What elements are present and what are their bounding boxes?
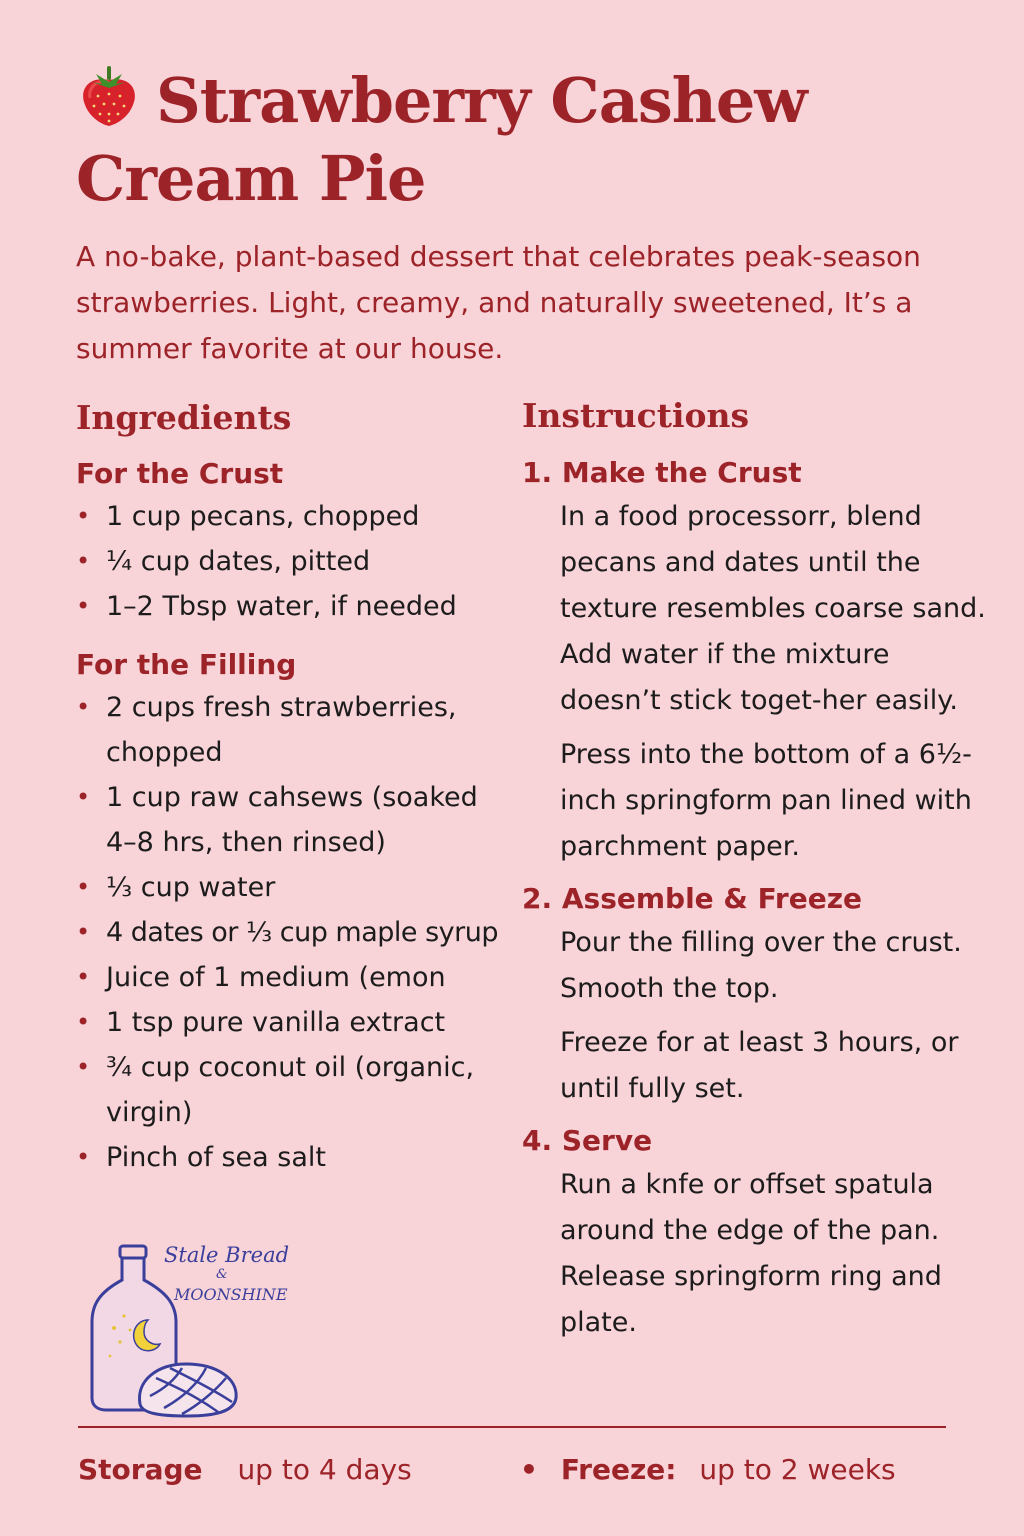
crust-list [76, 494, 516, 629]
list-item: • 2 cups fresh strawberries, chopped [76, 685, 516, 775]
instruction-step [522, 452, 992, 870]
title-line-2: Cream Pie [76, 142, 426, 215]
logo-amp: & [216, 1267, 228, 1282]
storage-value: up to 4 days [237, 1453, 412, 1486]
list-item: • 4 dates or ⅓ cup maple syrup [76, 910, 516, 955]
filling-heading: For the Filling [76, 648, 297, 681]
crust-heading: For the Crust [76, 457, 284, 490]
freeze-value: up to 2 weeks [699, 1453, 896, 1486]
list-item: • Juice of 1 medium (emon [76, 955, 516, 1000]
step-text: Freeze for at least 3 hours, or until fully set. [560, 1027, 959, 1104]
list-item: • ⅓ cup water [76, 865, 516, 910]
logo-text-line2: MOONSHINE [174, 1285, 288, 1304]
freeze-bullet: • [520, 1453, 538, 1486]
step-text: In a food processorr, blend pecans and dates until the texture resembles coarse sand. Add water if the mixture doesn’t stick toget-her easily. [560, 501, 986, 716]
logo-text-line1: Stale Bread [164, 1243, 290, 1267]
title-line-1: Strawberry Cashew [156, 64, 807, 137]
recipe-title [76, 62, 976, 218]
freeze-info [520, 1448, 896, 1492]
freeze-label: Freeze: [560, 1453, 677, 1486]
storage-info [78, 1448, 412, 1492]
list-item: • ¾ cup coconut oil (organic, virgin) [76, 1045, 516, 1135]
strawberry-icon [76, 62, 142, 128]
step-text: Pour the filling over the crust. Smooth the top. [560, 927, 962, 1004]
list-item: • 1–2 Tbsp water, if needed [76, 584, 516, 629]
step-title: 1. Make the Crust [522, 456, 802, 489]
step-text: Run a knfe or offset spatula around the edge of the pan. Release springform ring and plate. [560, 1169, 942, 1338]
ingredients-heading: Ingredients [76, 398, 292, 437]
ingredients-section [76, 396, 516, 1180]
recipe-intro: A no-bake, plant-based dessert that celebrates peak-season strawberries. Light, creamy, and naturally sweetened, It’s a summer favorite at our house. [76, 240, 921, 365]
instruction-step [522, 1120, 992, 1346]
stale-bread-moonshine-logo [86, 1238, 296, 1418]
instructions-heading: Instructions [522, 396, 750, 435]
step-title: 2. Assemble & Freeze [522, 882, 862, 915]
list-item: • Pinch of sea salt [76, 1135, 516, 1180]
step-text: Press into the bottom of a 6½-inch springform pan lined with parchment paper. [560, 739, 972, 862]
instructions-section [522, 394, 992, 1354]
footer-divider [78, 1426, 946, 1428]
storage-label: Storage [78, 1453, 203, 1486]
step-title: 4. Serve [522, 1124, 653, 1157]
list-item: • 1 cup pecans, chopped [76, 494, 516, 539]
instruction-step [522, 878, 992, 1112]
list-item: • ¼ cup dates, pitted [76, 539, 516, 584]
list-item: • 1 tsp pure vanilla extract [76, 1000, 516, 1045]
list-item: • 1 cup raw cahsews (soaked 4–8 hrs, then rinsed) [76, 775, 516, 865]
filling-list [76, 685, 516, 1180]
